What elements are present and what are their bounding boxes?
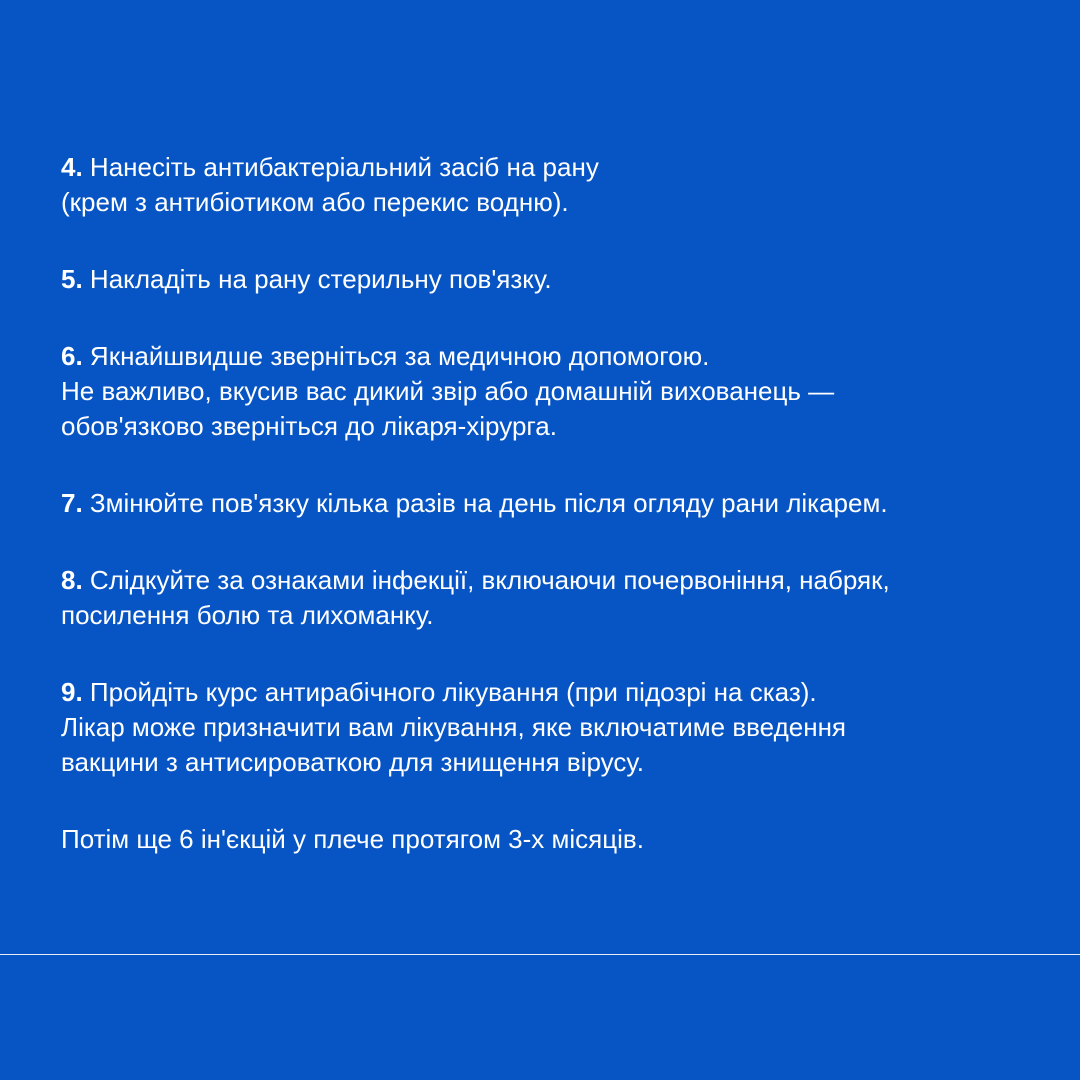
step-9	[61, 675, 1041, 780]
step-line	[61, 563, 1041, 598]
step-7	[61, 486, 1041, 521]
bottom-divider	[0, 954, 1080, 955]
step-text: Накладіть на рану стерильну пов'язку.	[89, 264, 552, 294]
step-number: 7.	[61, 488, 83, 518]
step-text: Якнайшвидше зверніться за медичною допомогою.	[89, 341, 710, 371]
step-line: обов'язково зверніться до лікаря-хірурга.	[61, 411, 557, 441]
step-number: 4.	[61, 152, 83, 182]
step-line	[61, 339, 1041, 374]
step-5	[61, 262, 1041, 297]
step-text: Пройдіть курс антирабічного лікування (при підозрі на сказ).	[89, 677, 817, 707]
step-number: 6.	[61, 341, 83, 371]
step-number: 5.	[61, 264, 83, 294]
step-number: 8.	[61, 565, 83, 595]
step-4	[61, 150, 1041, 220]
step-line: (крем з антибіотиком або перекис водню).	[61, 187, 569, 217]
step-text: Нанесіть антибактеріальний засіб на рану	[89, 152, 599, 182]
step-line	[61, 486, 1041, 521]
step-line: Лікар може призначити вам лікування, яке включатиме введення	[61, 712, 847, 742]
steps-list	[61, 150, 1041, 857]
injection-note: Потім ще 6 ін'єкцій у плече протягом 3-х місяців.	[61, 824, 644, 854]
step-8	[61, 563, 1041, 633]
step-line	[61, 262, 1041, 297]
step-line	[61, 150, 1041, 185]
step-line: вакцини з антисироваткою для знищення вірусу.	[61, 747, 644, 777]
step-6	[61, 339, 1041, 444]
step-text: Змінюйте пов'язку кілька разів на день після огляду рани лікарем.	[89, 488, 888, 518]
step-text: Слідкуйте за ознаками інфекції, включаючи почервоніння, набряк,	[89, 565, 890, 595]
step-line: посилення болю та лихоманку.	[61, 600, 434, 630]
step-line	[61, 675, 1041, 710]
step-line: Не важливо, вкусив вас дикий звір або домашній вихованець —	[61, 376, 835, 406]
step-number: 9.	[61, 677, 83, 707]
